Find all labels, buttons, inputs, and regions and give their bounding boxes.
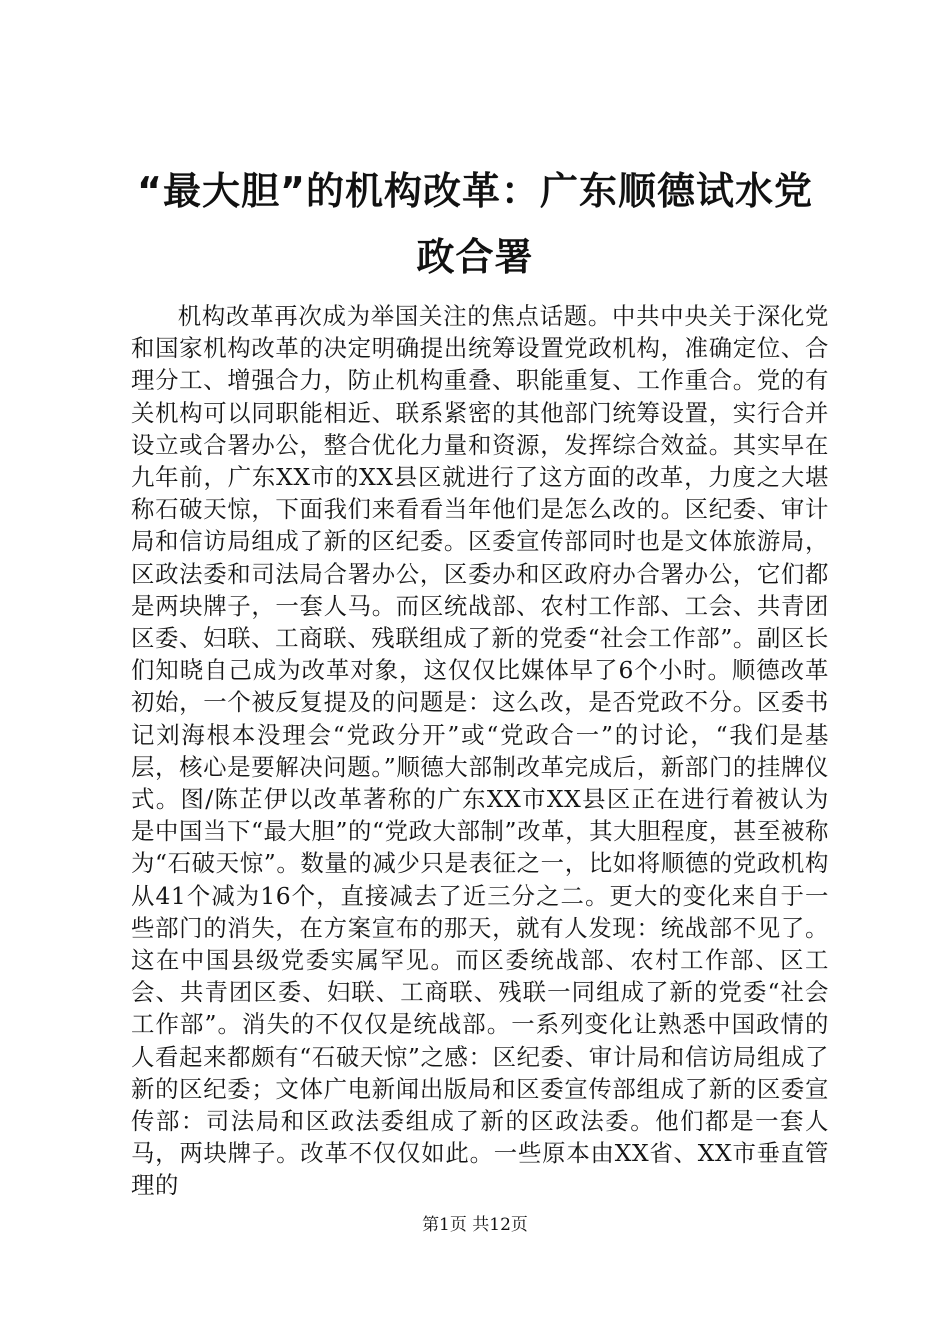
document-title: “最大胆”的机构改革：广东顺德试水党政合署 [137,169,813,279]
page-number-footer: 第1页 共12页 [422,1215,528,1235]
document-body-paragraph: 机构改革再次成为举国关注的焦点话题。中共中央关于深化党和国家机构改革的决定明确提出统筹设置党政机构，准确定位、合理分工、增强合力，防止机构重叠、职能重复、工作重合。党的有关机构可以同职能相近、联系紧密的其他部门统筹设置，实行合并设立或合署办公，整合优化力量和资源，发挥综合效益。其实早在九年前，广东XX市的XX县区就进行了这方面的改革，力度之大堪称石破天惊，下面我们来看看当年他们是怎么改的。区纪委、审计局和信访局组成了新的区纪委。区委宣传部同时也是文体旅游局，区政法委和司法局合署办公，区委办和区政府办合署办公，它们都是两块牌子，一套人马。而区统战部、农村工作部、工会、共青团区委、妇联、工商联、残联组成了新的党委“社会工作部”。副区长们知晓自己成为改革对象，这仅仅比媒体早了6个小时。顺德改革初始，一个被反复提及的问题是：这么改，是否党政不分。区委书记刘海根本没理会“党政分开”或“党政合一”的讨论，“我们是基层，核心是要解决问题。”顺德大部制改革完成后，新部门的挂牌仪式。图/陈芷伊以改革著称的广东XX市XX县区正在进行着被认为是中国当下“最大胆”的“党政大部制”改革，其大胆程度，甚至被称为“石破天惊”。数量的减少只是表征之一，比如将顺德的党政机构从41个减为16个，直接减去了近三分之二。更大的变化来自于一些部门的消失，在方案宣布的那天，就有人发现：统战部不见了。这在中国县级党委实属罕见。而区委统战部、农村工作部、区工会、共青团区委、妇联、工商联、残联一同组成了新的党委“社会工作部”。消失的不仅仅是统战部。一系列变化让熟悉中国政情的人看起来都颇有“石破天惊”之感：区纪委、审计局和信访局组成了新的区纪委；文体广电新闻出版局和区委宣传部组成了新的区委宣传部：司法局和区政法委组成了新的区政法委。他们都是一套人马，两块牌子。改革不仅仅如此。一些原本由XX省、XX市垂直管理的 [131,302,829,1200]
